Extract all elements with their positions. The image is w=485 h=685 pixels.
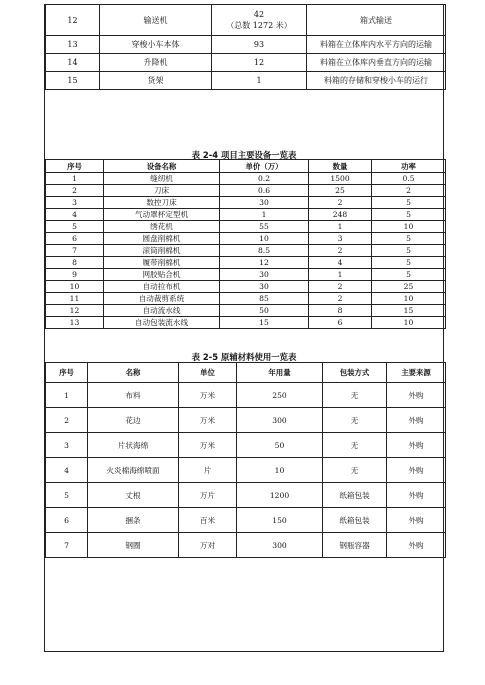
table-row [46, 269, 446, 281]
power: 25 [372, 281, 446, 293]
row-number: 5 [46, 483, 88, 508]
row-number: 11 [46, 293, 104, 305]
packaging: 纸箱包装 [323, 508, 387, 533]
table-row [46, 72, 446, 90]
quantity: 1 [309, 269, 372, 281]
power: 10 [372, 221, 446, 233]
material-name: 丈根 [88, 483, 179, 508]
annual-amount: 150 [237, 508, 323, 533]
table-row [46, 5, 446, 36]
equipment-name: 绣花机 [104, 221, 220, 233]
source: 外购 [387, 483, 446, 508]
equipment-quantity: 1 [212, 72, 307, 90]
row-number: 12 [46, 5, 100, 36]
row-number: 3 [46, 197, 104, 209]
equipment-description: 料箱的存储和穿梭小车的运行 [307, 72, 446, 90]
source: 外购 [387, 458, 446, 483]
table-row [46, 221, 446, 233]
source: 外购 [387, 433, 446, 458]
equipment-quantity [212, 5, 307, 36]
unit-price: 15 [220, 317, 309, 329]
table-row [46, 305, 446, 317]
table-2-4-caption: 表 2-4 项目主要设备一览表 [191, 150, 297, 160]
equipment-description: 料箱在立体库内水平方向的运输 [307, 36, 446, 54]
equipment-name: 升降机 [100, 54, 212, 72]
table-row [46, 173, 446, 185]
row-number: 13 [46, 36, 100, 54]
unit-price: 1 [220, 209, 309, 221]
power: 5 [372, 233, 446, 245]
header-name: 设备名称 [104, 160, 220, 173]
equipment-name: 气动罩杯定型机 [104, 209, 220, 221]
packaging: 无 [323, 433, 387, 458]
table-row [46, 408, 446, 433]
unit-price: 10 [220, 233, 309, 245]
equipment-name: 滚筒削棉机 [104, 245, 220, 257]
packaging: 无 [323, 408, 387, 433]
quantity: 2 [309, 197, 372, 209]
equipment-name: 网胶贴合机 [104, 269, 220, 281]
header-power: 功率 [372, 160, 446, 173]
unit: 万米 [179, 408, 237, 433]
table-row [46, 36, 446, 54]
power: 5 [372, 209, 446, 221]
power: 5 [372, 257, 446, 269]
material-name: 捆条 [88, 508, 179, 533]
quantity-value: 42 [253, 10, 265, 19]
table-header-row [46, 160, 446, 173]
table-row [46, 508, 446, 533]
source: 外购 [387, 533, 446, 558]
table-2-5-caption: 表 2-5 原辅材料使用一览表 [191, 352, 297, 362]
unit-price: 30 [220, 281, 309, 293]
packaging: 纸箱包装 [323, 483, 387, 508]
unit-price: 30 [220, 197, 309, 209]
packaging: 无 [323, 383, 387, 408]
table-row [46, 281, 446, 293]
equipment-name: 货架 [100, 72, 212, 90]
header-source: 主要来源 [387, 363, 446, 383]
header-amount: 年用量 [237, 363, 323, 383]
equipment-name: 自动拉布机 [104, 281, 220, 293]
equipment-quantity: 12 [212, 54, 307, 72]
row-number: 5 [46, 221, 104, 233]
equipment-name: 刀床 [104, 185, 220, 197]
row-number: 3 [46, 433, 88, 458]
unit: 万米 [179, 383, 237, 408]
unit-price: 85 [220, 293, 309, 305]
header-no: 序号 [46, 160, 104, 173]
quantity: 3 [309, 233, 372, 245]
header-name: 名称 [88, 363, 179, 383]
unit-price: 50 [220, 305, 309, 317]
quantity: 8 [309, 305, 372, 317]
table-row [46, 209, 446, 221]
table-row [46, 483, 446, 508]
unit: 万片 [179, 483, 237, 508]
equipment-name: 穿梭小车本体 [100, 36, 212, 54]
material-name: 钢圈 [88, 533, 179, 558]
equipment-name: 自动裁剪系统 [104, 293, 220, 305]
equipment-description: 料箱在立体库内垂直方向的运输 [307, 54, 446, 72]
material-name: 片状海绵 [88, 433, 179, 458]
row-number: 15 [46, 72, 100, 90]
table-row [46, 433, 446, 458]
power: 5 [372, 269, 446, 281]
table-header-row [46, 363, 446, 383]
table-row [46, 383, 446, 408]
main-equipment-table [45, 159, 446, 329]
packaging: 钢瓶容器 [323, 533, 387, 558]
table-row [46, 257, 446, 269]
row-number: 7 [46, 245, 104, 257]
power: 5 [372, 245, 446, 257]
power: 2 [372, 185, 446, 197]
row-number: 9 [46, 269, 104, 281]
equipment-quantity: 93 [212, 36, 307, 54]
quantity: 2 [309, 281, 372, 293]
equipment-table-continued [45, 4, 446, 90]
table-row [46, 54, 446, 72]
equipment-name: 履带削棉机 [104, 257, 220, 269]
row-number: 12 [46, 305, 104, 317]
quantity: 6 [309, 317, 372, 329]
quantity: 1 [309, 221, 372, 233]
annual-amount: 300 [237, 408, 323, 433]
power: 10 [372, 293, 446, 305]
packaging: 无 [323, 458, 387, 483]
equipment-name: 输送机 [100, 5, 212, 36]
equipment-name: 缝纫机 [104, 173, 220, 185]
unit-price: 8.5 [220, 245, 309, 257]
unit-price: 30 [220, 269, 309, 281]
equipment-name: 自动包装流水线 [104, 317, 220, 329]
unit-price: 0.2 [220, 173, 309, 185]
unit-price: 55 [220, 221, 309, 233]
row-number: 6 [46, 233, 104, 245]
quantity: 2 [309, 245, 372, 257]
row-number: 1 [46, 383, 88, 408]
table-row [46, 197, 446, 209]
power: 5 [372, 197, 446, 209]
source: 外购 [387, 508, 446, 533]
annual-amount: 50 [237, 433, 323, 458]
equipment-name: 圆盘削棉机 [104, 233, 220, 245]
row-number: 4 [46, 209, 104, 221]
annual-amount: 250 [237, 383, 323, 408]
row-number: 1 [46, 173, 104, 185]
annual-amount: 10 [237, 458, 323, 483]
row-number: 2 [46, 408, 88, 433]
table-row [46, 317, 446, 329]
unit-price: 12 [220, 257, 309, 269]
quantity: 2 [309, 293, 372, 305]
quantity: 248 [309, 209, 372, 221]
row-number: 7 [46, 533, 88, 558]
document-frame [44, 4, 444, 652]
header-qty: 数量 [309, 160, 372, 173]
row-number: 8 [46, 257, 104, 269]
equipment-name: 自动流水线 [104, 305, 220, 317]
table-row [46, 245, 446, 257]
row-number: 2 [46, 185, 104, 197]
table-row [46, 533, 446, 558]
header-no: 序号 [46, 363, 88, 383]
power: 10 [372, 317, 446, 329]
table-row [46, 293, 446, 305]
material-name: 布料 [88, 383, 179, 408]
unit: 万米 [179, 433, 237, 458]
quantity: 4 [309, 257, 372, 269]
raw-materials-table [45, 362, 446, 558]
equipment-description: 箱式输送 [307, 5, 446, 36]
quantity-note: （总数 1272 米） [226, 21, 292, 30]
row-number: 6 [46, 508, 88, 533]
row-number: 10 [46, 281, 104, 293]
row-number: 13 [46, 317, 104, 329]
header-pack: 包装方式 [323, 363, 387, 383]
material-name: 火炎棉海绵喷面 [88, 458, 179, 483]
material-name: 花边 [88, 408, 179, 433]
source: 外购 [387, 383, 446, 408]
source: 外购 [387, 408, 446, 433]
table-row [46, 458, 446, 483]
quantity: 25 [309, 185, 372, 197]
unit: 百米 [179, 508, 237, 533]
equipment-name: 数控刀床 [104, 197, 220, 209]
row-number: 14 [46, 54, 100, 72]
annual-amount: 1200 [237, 483, 323, 508]
unit-price: 0.6 [220, 185, 309, 197]
unit: 万对 [179, 533, 237, 558]
unit: 片 [179, 458, 237, 483]
table-row [46, 233, 446, 245]
power: 15 [372, 305, 446, 317]
header-unit: 单位 [179, 363, 237, 383]
table-row [46, 185, 446, 197]
power: 0.5 [372, 173, 446, 185]
quantity: 1500 [309, 173, 372, 185]
row-number: 4 [46, 458, 88, 483]
annual-amount: 300 [237, 533, 323, 558]
header-price: 单价（万） [220, 160, 309, 173]
